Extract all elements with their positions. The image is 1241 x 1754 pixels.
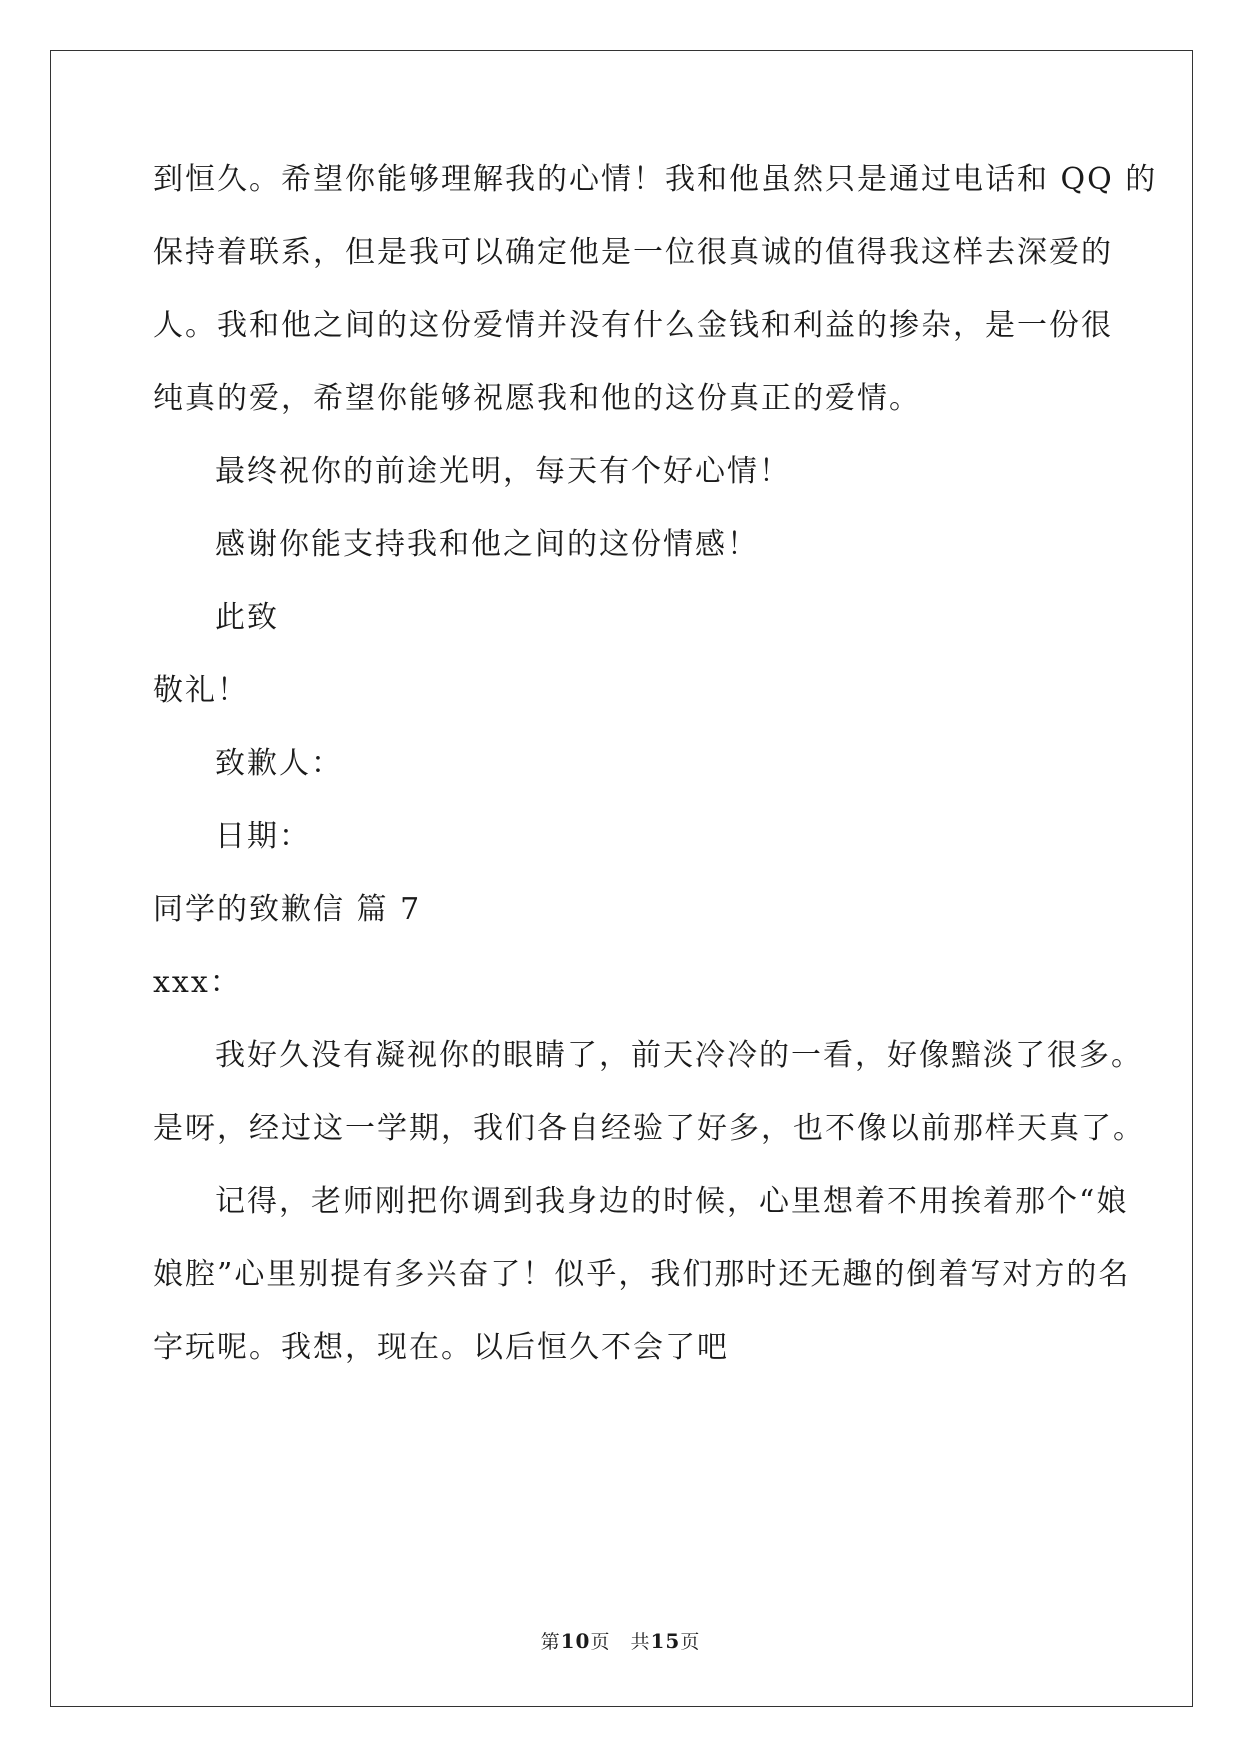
closing-regards: 敬礼！ bbox=[153, 673, 249, 708]
date-label: 日期： bbox=[215, 819, 311, 854]
paragraph-line: 我好久没有凝视你的眼睛了，前天冷冷的一看，好像黯淡了很多。 bbox=[215, 1038, 1143, 1073]
total-pages-number: 15 bbox=[650, 1629, 681, 1653]
paragraph-line: 感谢你能支持我和他之间的这份情感！ bbox=[215, 527, 759, 562]
recipient-salutation: xxx： bbox=[153, 965, 242, 1000]
paragraph-line: 保持着联系，但是我可以确定他是一位很真诚的值得我这样去深爱的 bbox=[153, 235, 1113, 270]
paragraph-line: 字玩呢。我想，现在。以后恒久不会了吧 bbox=[153, 1330, 729, 1365]
footer-suffix: 页 bbox=[680, 1631, 701, 1653]
page-footer bbox=[0, 1628, 1241, 1655]
paragraph-line: 纯真的爱，希望你能够祝愿我和他的这份真正的爱情。 bbox=[153, 381, 921, 416]
paragraph-line: 记得，老师刚把你调到我身边的时候，心里想着不用挨着那个“娘 bbox=[215, 1184, 1129, 1219]
page-frame bbox=[50, 50, 1193, 1707]
paragraph-line: 是呀，经过这一学期，我们各自经验了好多，也不像以前那样天真了。 bbox=[153, 1111, 1145, 1146]
section-heading: 同学的致歉信 篇 7 bbox=[153, 892, 422, 927]
paragraph-line: 到恒久。希望你能够理解我的心情！我和他虽然只是通过电话和 QQ 的 bbox=[153, 162, 1158, 197]
signature-label: 致歉人： bbox=[215, 746, 343, 781]
closing-salutation: 此致 bbox=[215, 600, 279, 635]
current-page-number: 10 bbox=[560, 1629, 591, 1653]
footer-middle: 页 共 bbox=[590, 1631, 651, 1653]
paragraph-line: 娘腔”心里别提有多兴奋了！似乎，我们那时还无趣的倒着写对方的名 bbox=[153, 1257, 1131, 1292]
paragraph-line: 最终祝你的前途光明，每天有个好心情！ bbox=[215, 454, 791, 489]
paragraph-line: 人。我和他之间的这份爱情并没有什么金钱和利益的掺杂，是一份很 bbox=[153, 308, 1113, 343]
footer-prefix: 第 bbox=[540, 1631, 561, 1653]
